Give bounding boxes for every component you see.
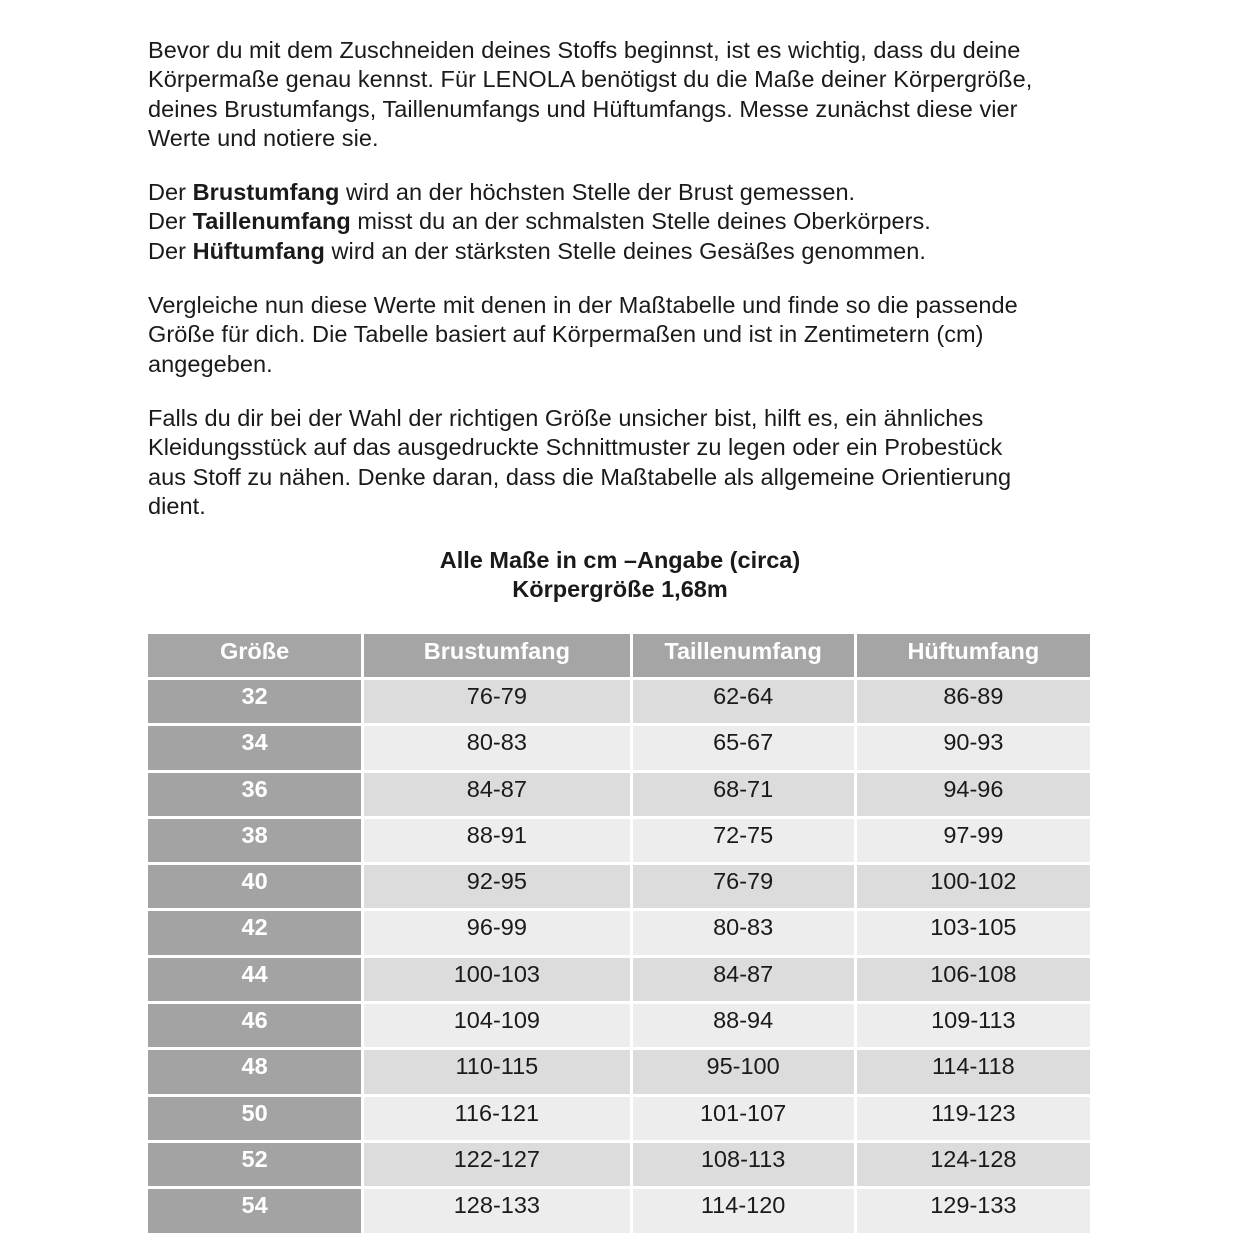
hip-cell: 86-89 [857, 680, 1090, 723]
table-row [148, 911, 1090, 954]
waist-cell: 108-113 [633, 1143, 854, 1186]
size-cell: 44 [148, 958, 361, 1001]
text-line: Größe für dich. Die Tabelle basiert auf Körpermaßen und ist in Zentimetern (cm) [148, 321, 984, 348]
text-line: Bevor du mit dem Zuschneiden deines Stoffs beginnst, ist es wichtig, dass du deine [148, 37, 1021, 63]
text-line: Körpermaße genau kennst. Für LENOLA benötigst du die Maße deiner Körpergröße, [148, 66, 1033, 93]
hip-cell: 100-102 [857, 865, 1090, 908]
waist-cell: 80-83 [633, 911, 854, 954]
text-line: Falls du dir bei der Wahl der richtigen Größe unsicher bist, hilft es, ein ähnliches [148, 404, 984, 431]
header-bust: Brustumfang [364, 634, 629, 677]
hip-cell: 109-113 [857, 1004, 1090, 1047]
bust-cell: 104-109 [364, 1004, 629, 1047]
table-row [148, 1189, 1090, 1232]
hip-cell: 97-99 [857, 819, 1090, 862]
header-hip: Hüftumfang [857, 634, 1090, 677]
text-fragment: Der [148, 179, 193, 206]
instructions-text [148, 36, 1092, 604]
bust-cell: 84-87 [364, 773, 629, 816]
text-line: Werte und notiere sie. [148, 124, 379, 151]
text-fragment: misst du an der schmalsten Stelle deines Oberkörpers. [350, 208, 931, 235]
hip-cell: 103-105 [857, 911, 1090, 954]
table-row [148, 819, 1090, 862]
text-line: deines Brustumfangs, Taillenumfangs und Hüftumfangs. Messe zunächst diese vier [148, 95, 1018, 122]
size-cell: 36 [148, 773, 361, 816]
table-title [148, 546, 1092, 604]
hip-cell: 94-96 [857, 773, 1090, 816]
bust-cell: 116-121 [364, 1097, 629, 1140]
waist-definition [148, 207, 1092, 236]
table-row [148, 1004, 1090, 1047]
waist-cell: 95-100 [633, 1050, 854, 1093]
text-line: Kleidungsstück auf das ausgedruckte Schnittmuster zu legen oder ein Probestück [148, 434, 1003, 461]
size-cell: 46 [148, 1004, 361, 1047]
bust-cell: 110-115 [364, 1050, 629, 1093]
size-cell: 54 [148, 1189, 361, 1232]
size-cell: 50 [148, 1097, 361, 1140]
text-line: angegeben. [148, 350, 273, 377]
hip-cell: 90-93 [857, 726, 1090, 769]
size-cell: 34 [148, 726, 361, 769]
hip-cell: 106-108 [857, 958, 1090, 1001]
bust-cell: 88-91 [364, 819, 629, 862]
measurement-definitions [148, 178, 1092, 266]
text-fragment: Der [148, 237, 193, 264]
bust-cell: 80-83 [364, 726, 629, 769]
hip-cell: 129-133 [857, 1189, 1090, 1232]
text-line: dient. [148, 492, 206, 519]
table-row [148, 958, 1090, 1001]
waist-cell: 88-94 [633, 1004, 854, 1047]
waist-cell: 76-79 [633, 865, 854, 908]
bust-cell: 96-99 [364, 911, 629, 954]
hip-cell: 114-118 [857, 1050, 1090, 1093]
header-waist: Taillenumfang [633, 634, 854, 677]
waist-cell: 72-75 [633, 819, 854, 862]
table-row [148, 1097, 1090, 1140]
text-fragment: wird an der stärksten Stelle deines Gesäßes genommen. [324, 237, 926, 264]
table-header-row [148, 634, 1090, 677]
bust-cell: 92-95 [364, 865, 629, 908]
table-title-line-2: Körpergröße 1,68m [512, 576, 728, 603]
table-row [148, 865, 1090, 908]
size-cell: 38 [148, 819, 361, 862]
term-bust: Brustumfang [192, 179, 340, 206]
waist-cell: 65-67 [633, 726, 854, 769]
size-cell: 32 [148, 680, 361, 723]
waist-cell: 62-64 [633, 680, 854, 723]
bust-definition [148, 178, 1092, 207]
bust-cell: 100-103 [364, 958, 629, 1001]
bust-cell: 122-127 [364, 1143, 629, 1186]
intro-paragraph-4 [148, 404, 1092, 521]
size-cell: 40 [148, 865, 361, 908]
table-title-line-1: Alle Maße in cm –Angabe (circa) [439, 547, 801, 574]
waist-cell: 114-120 [633, 1189, 854, 1232]
table-row [148, 1050, 1090, 1093]
term-waist: Taillenumfang [192, 208, 351, 235]
text-line: aus Stoff zu nähen. Denke daran, dass die Maßtabelle als allgemeine Orientierung [148, 463, 1012, 490]
waist-cell: 84-87 [633, 958, 854, 1001]
waist-cell: 101-107 [633, 1097, 854, 1140]
text-fragment: Der [148, 208, 193, 235]
hip-cell: 119-123 [857, 1097, 1090, 1140]
text-fragment: wird an der höchsten Stelle der Brust gemessen. [339, 179, 856, 206]
text-line: Vergleiche nun diese Werte mit denen in der Maßtabelle und finde so die passende [148, 292, 1018, 319]
size-cell: 42 [148, 911, 361, 954]
hip-definition [148, 237, 1092, 266]
bust-cell: 128-133 [364, 1189, 629, 1232]
bust-cell: 76-79 [364, 680, 629, 723]
intro-paragraph-1 [148, 36, 1092, 153]
intro-paragraph-3 [148, 291, 1092, 379]
size-cell: 48 [148, 1050, 361, 1093]
size-chart-table [145, 631, 1093, 1236]
hip-cell: 124-128 [857, 1143, 1090, 1186]
waist-cell: 68-71 [633, 773, 854, 816]
size-cell: 52 [148, 1143, 361, 1186]
table-row [148, 726, 1090, 769]
table-row [148, 680, 1090, 723]
header-size: Größe [148, 634, 361, 677]
table-row [148, 773, 1090, 816]
term-hip: Hüftumfang [192, 237, 325, 264]
table-row [148, 1143, 1090, 1186]
